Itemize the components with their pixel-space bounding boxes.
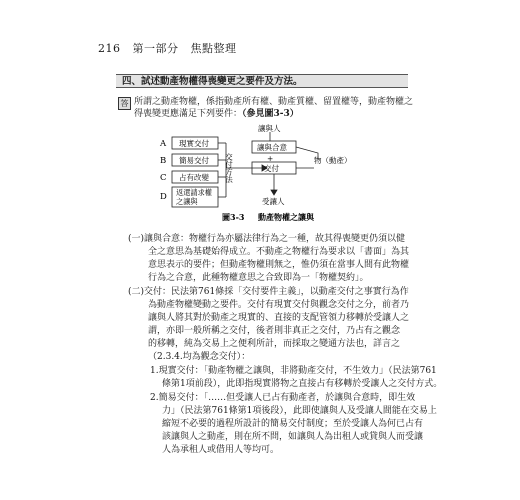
- section1-line2: 全之意思為基礎始得成立。不動產之物權行為要求以「書面」為其: [148, 247, 410, 257]
- section2-2-line3: 縮短不必要的過程所設計的簡易交付制度；至於受讓人為何已占有: [162, 419, 424, 429]
- item-d-label1: 返還請求權: [176, 188, 212, 197]
- object-label: 物（動產）: [314, 156, 352, 165]
- delivery-label: 交付: [264, 164, 279, 173]
- section2-line5: 的移轉，純為交易上之便利所計，而採取之變通方法也，詳言之: [148, 339, 401, 349]
- item-d-label2: 之讓與: [176, 197, 198, 206]
- answer-intro-line1: 所謂之動產物權，係指動產所有權、動產質權、留置權等，動產物權之: [134, 97, 414, 107]
- figure-caption-number: 圖3-3: [222, 212, 245, 222]
- section2-line2: 為動產物權變動之要件。交付有現實交付與觀念交付之分，前者乃: [148, 300, 410, 310]
- page-number: 216: [98, 42, 121, 55]
- section2-line4: 謂，亦即一般所稱之交付，後者則非真正之交付，乃占有之觀念: [148, 326, 401, 336]
- section2-2-line5: 人為承租人或借用人等均可。: [162, 445, 280, 455]
- delivery-method-label: 交付方法: [224, 153, 234, 183]
- transferee-label: 受讓人: [262, 197, 285, 206]
- section1-line3: 意思表示的要件；但動產物權則無之，惟仍須在當事人間有此物權: [148, 260, 410, 270]
- item-a-letter: A: [160, 139, 167, 149]
- section2-line6: （2.3.4.均為觀念交付）：: [148, 352, 251, 362]
- section2-2-line1: 2.簡易交付：「……但受讓人已占有動產者，於讓與合意時，即生效: [150, 393, 416, 403]
- section2-line1: (二)交付：民法第761條採「交付要件主義」，以動產交付之事實行為作: [128, 287, 409, 297]
- transferor-label: 讓與人: [258, 124, 281, 133]
- item-c-label: 占有改變: [179, 173, 209, 182]
- item-d-letter: D: [160, 192, 167, 202]
- plus-label: +: [267, 154, 274, 163]
- agreement-label: 讓與合意: [257, 143, 287, 152]
- part-label: 第一部分: [132, 42, 179, 55]
- answer-label: 答: [118, 97, 131, 110]
- question-title: 四、試述動產物權得喪變更之要件及方法。: [116, 74, 408, 88]
- section-label: 焦點整理: [190, 42, 237, 55]
- item-b-letter: B: [160, 156, 167, 166]
- answer-figure-ref: （參見圖3-3）: [242, 109, 299, 119]
- section2-2-line2: 力」（民法第761條第1項後段），此即使讓與人及受讓人間能在交易上: [162, 406, 437, 416]
- item-c-letter: C: [160, 173, 167, 183]
- figure-caption-text: 動產物權之讓與: [258, 212, 314, 222]
- answer-intro-text: 得喪變更應滿足下列要件：: [134, 109, 243, 119]
- section1-line4: 行為之合意，此種物權意思之合致即為一「物權契約」。: [148, 273, 369, 283]
- section1-line1: (一)讓與合意：物權行為亦屬法律行為之一種，故其得喪變更仍須以健: [128, 234, 406, 244]
- section2-line3: 讓與人將其對於動產之現實的、直接的支配管領力移轉於受讓人之: [148, 313, 410, 323]
- section2-1-line2: 條第1項前段），此即指現實將物之直接占有移轉於受讓人之交付方式。: [162, 379, 443, 389]
- section2-1-line1: 1.現實交付：「動產物權之讓與，非將動產交付，不生效力」（民法第761: [150, 366, 437, 376]
- section2-2-line4: 該讓與人之動產，則在所不問，如讓與人為出租人或貸與人而受讓: [162, 432, 424, 442]
- item-b-label: 簡易交付: [179, 156, 209, 165]
- item-a-label: 現實交付: [179, 139, 209, 148]
